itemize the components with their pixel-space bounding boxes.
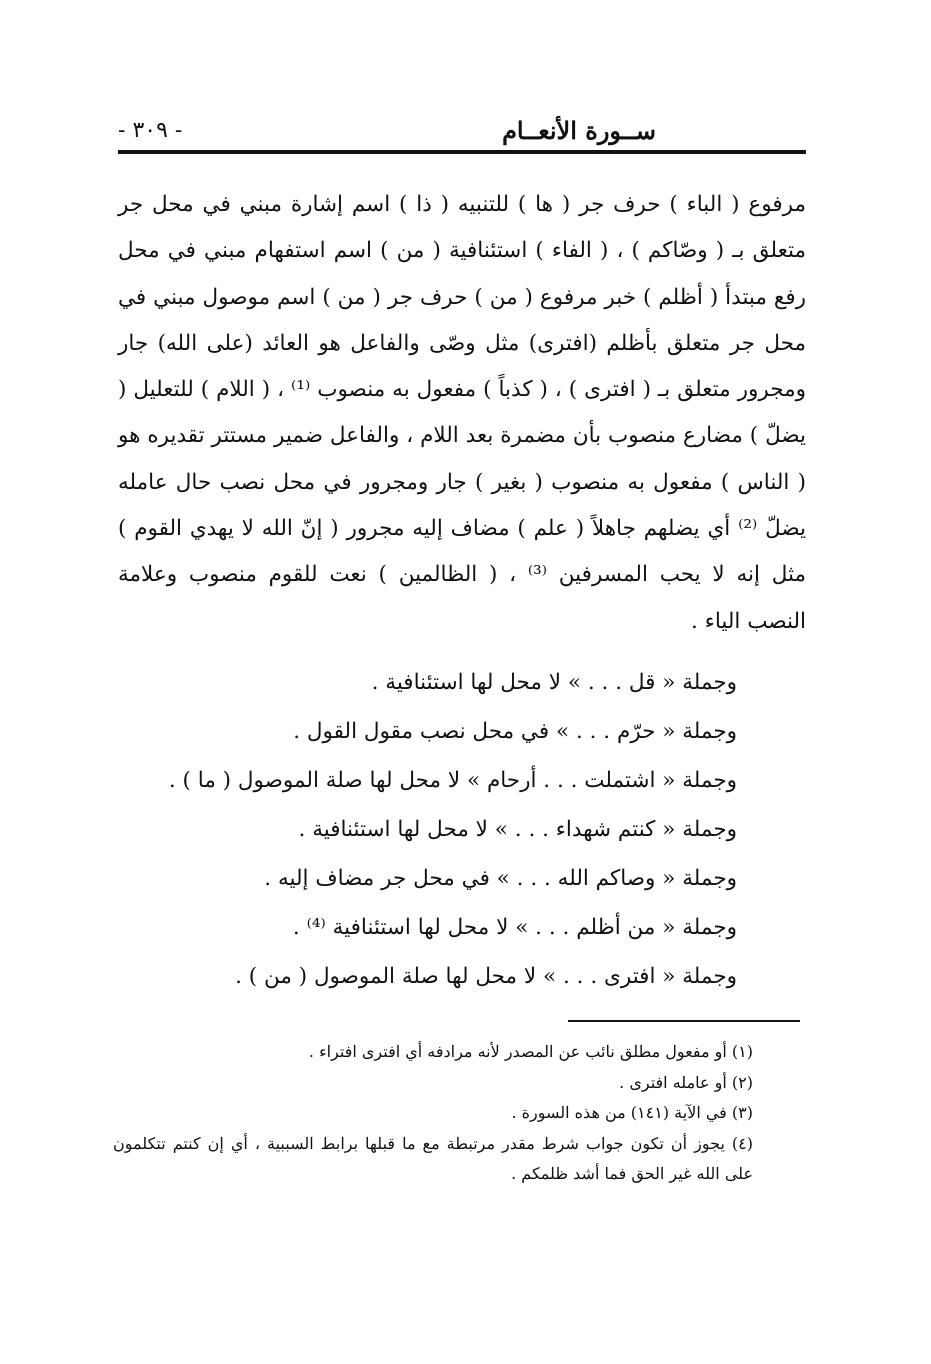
sentence-analysis-list bbox=[169, 658, 737, 1001]
footnote-divider bbox=[568, 1020, 800, 1022]
footnote-item: (٣) في الآية (١٤١) من هذه السورة . bbox=[511, 1103, 753, 1122]
header-divider bbox=[118, 150, 806, 154]
sentence-item: وجملة « وصاكم الله . . . » في محل جر مضاف إليه . bbox=[264, 866, 737, 891]
surah-title: ســورة الأنعــام bbox=[502, 116, 656, 145]
page-header bbox=[118, 110, 806, 150]
footnotes-list bbox=[113, 1037, 753, 1190]
analysis-paragraph: مرفوع ( الباء ) حرف جر ( ها ) للتنبيه ( ذا ) اسم إشارة مبني في محل جر متعلق بـ ( وصّاكم ) ، ( الفاء ) استئنافية ( من ) اسم استفهام مبني في محل رفع مبتدأ ( أظلم ) خبر مرفوع ( من ) حرف جر ( من ) اسم موصول مبني في محل جر متعلق بأظلم (افترى) مثل وصّى والفاعل هو العائد (على الله) جار ومجرور متعلق بـ ( افترى ) ، ( كذباً ) مفعول به منصوب ⁽¹⁾ ، ( اللام ) للتعليل ( يضلّ ) مضارع منصوب بأن مضمرة بعد اللام ، والفاعل ضمير مستتر تقديره هو ( الناس ) مفعول به منصوب ( بغير ) جار ومجرور في محل نصب حال عامله يضلّ ⁽²⁾ أي يضلهم جاهلاً ( علم ) مضاف إليه مجرور ( إنّ الله لا يهدي القوم ) مثل إنه لا يحب المسرفين ⁽³⁾ ، ( الظالمين ) نعت للقوم منصوب وعلامة النصب الياء . bbox=[118, 192, 806, 634]
footnote-item: (٢) أو عامله افترى . bbox=[619, 1072, 753, 1092]
sentence-item: وجملة « حرّم . . . » في محل نصب مقول القول . bbox=[293, 719, 737, 744]
sentence-item: وجملة « من أظلم . . . » لا محل لها استئنافية ⁽⁴⁾ . bbox=[292, 915, 737, 940]
sentence-item: وجملة « كنتم شهداء . . . » لا محل لها استئنافية . bbox=[298, 817, 737, 842]
footnote-item: (٤) يجوز أن تكون جواب شرط مقدر مرتبطة مع ما قبلها برابط السببية ، أي إن كنتم تتكلمون على الله غير الحق فما أشد ظلمكم . bbox=[113, 1133, 753, 1183]
sentence-item: وجملة « افترى . . . » لا محل لها صلة الموصول ( من ) . bbox=[235, 964, 737, 989]
footnote-item: (١) أو مفعول مطلق نائب عن المصدر لأنه مرادفه أي افترى افتراء . bbox=[308, 1042, 753, 1061]
sentence-item: وجملة « اشتملت . . . أرحام » لا محل لها صلة الموصول ( ما ) . bbox=[168, 768, 737, 793]
page-number: - ٣٠٩ - bbox=[118, 118, 183, 143]
sentence-item: وجملة « قل . . . » لا محل لها استئنافية . bbox=[371, 670, 737, 695]
